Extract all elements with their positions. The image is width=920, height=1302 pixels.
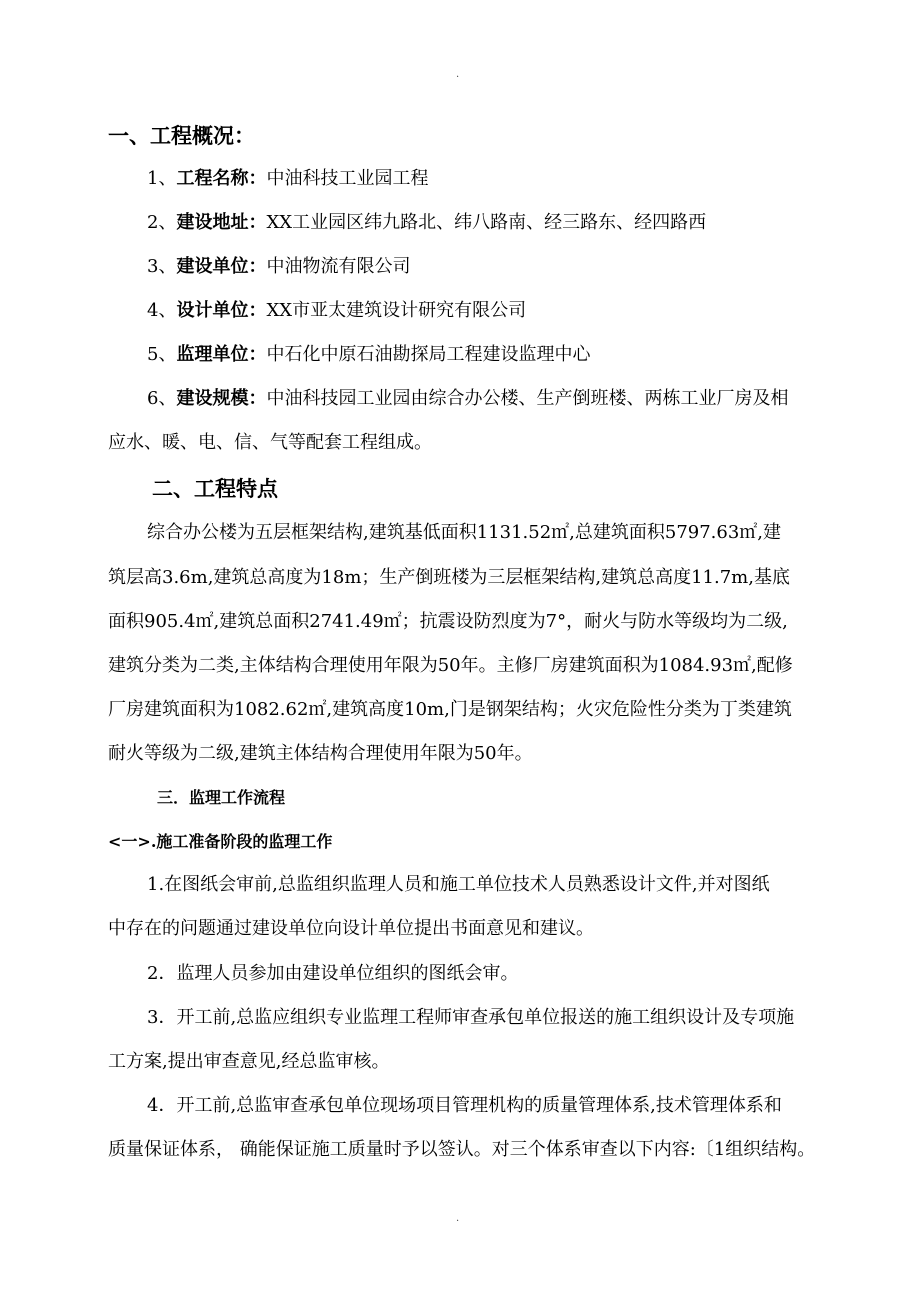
section-2-title: 二、工程特点: [152, 476, 278, 501]
item-label: 工程名称：: [176, 168, 267, 189]
item-number: 5、: [147, 344, 177, 365]
item-value: XX工业园区纬九路北、纬八路南、经三路东、经四路西: [266, 212, 707, 233]
section-2-line: 筑层高3.6m,建筑总高度为18m；生产倒班楼为三层框架结构,建筑总高度11.7m,基底: [108, 567, 790, 588]
section-1-title: 一、工程概况：: [108, 123, 255, 148]
item-6-continuation: 应水、暖、电、信、气等配套工程组成。: [108, 432, 432, 453]
item-5: [147, 343, 590, 367]
item-number: 1、: [147, 168, 177, 189]
header-dot: .: [456, 69, 460, 80]
item-1: [147, 167, 428, 191]
section-3-subtitle: <一>.施工准备阶段的监理工作: [108, 832, 333, 851]
item-value: 中油科技工业园工程: [266, 168, 429, 189]
section-3-line: 2．监理人员参加由建设单位组织的图纸会审。: [147, 963, 519, 984]
section-3-title: 三．监理工作流程: [157, 788, 286, 807]
item-3: [147, 255, 410, 279]
section-2-line: 厂房建筑面积为1082.62㎡,建筑高度10m,门是钢架结构；火灾危险性分类为丁类建筑: [108, 699, 792, 720]
item-number: 3、: [147, 256, 177, 277]
item-number: 6、: [147, 388, 177, 409]
section-2-line: 综合办公楼为五层框架结构,建筑基低面积1131.52㎡,总建筑面积5797.63㎡,建: [147, 522, 782, 543]
section-3-line: 1.在图纸会审前,总监组织监理人员和施工单位技术人员熟悉设计文件,并对图纸: [147, 874, 770, 895]
item-number: 2、: [147, 212, 177, 233]
item-label: 监理单位：: [176, 344, 267, 365]
section-3-line: 3．开工前,总监应组织专业监理工程师审查承包单位报送的施工组织设计及专项施: [147, 1007, 795, 1028]
section-3-line: 4．开工前,总监审查承包单位现场项目管理机构的质量管理体系,技术管理体系和: [147, 1095, 782, 1116]
item-value: 中油物流有限公司: [266, 256, 411, 277]
item-label: 建设地址：: [176, 212, 267, 233]
item-label: 建设单位：: [176, 256, 267, 277]
item-value: 中油科技园工业园由综合办公楼、生产倒班楼、两栋工业厂房及相: [266, 388, 789, 409]
item-number: 4、: [147, 300, 177, 321]
item-value: XX市亚太建筑设计研究有限公司: [266, 300, 527, 321]
item-label: 设计单位：: [176, 300, 267, 321]
section-2-line: 建筑分类为二类,主体结构合理使用年限为50年。主修厂房建筑面积为1084.93㎡,配修: [108, 655, 793, 676]
item-2: [147, 211, 706, 235]
section-3-line: 质量保证体系， 确能保证施工质量时予以签认。对三个体系审查以下内容:〔1组织结构。: [108, 1139, 816, 1160]
section-3-line: 中存在的问题通过建设单位向设计单位提出书面意见和建议。: [108, 918, 594, 939]
item-value: 中石化中原石油勘探局工程建设监理中心: [266, 344, 591, 365]
section-2-line: 耐火等级为二级,建筑主体结构合理使用年限为50年。: [108, 743, 533, 764]
item-label: 建设规模：: [176, 388, 267, 409]
footer-dot: .: [456, 1213, 460, 1224]
section-2-line: 面积905.4㎡,建筑总面积2741.49㎡；抗震设防烈度为7°，耐火与防水等级均为二级,: [108, 611, 788, 632]
section-3-line: 工方案,提出审查意见,经总监审核。: [108, 1051, 390, 1072]
item-4: [147, 299, 526, 323]
item-6: [147, 387, 788, 411]
